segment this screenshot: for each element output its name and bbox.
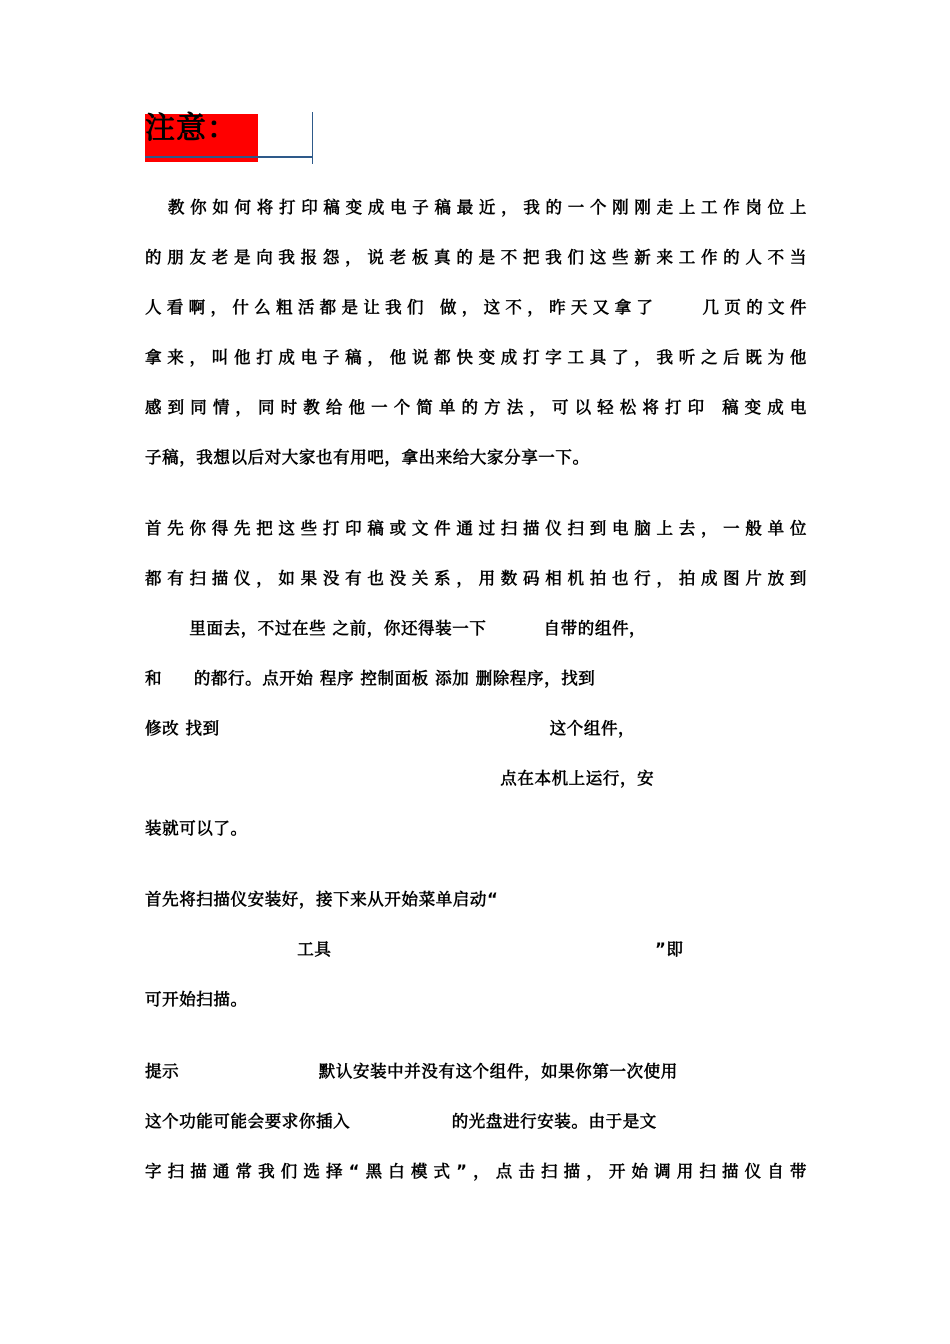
paragraph-1-line-1: 教你如何将打印稿变成电子稿最近，我的一个刚刚走上工作岗位上	[145, 198, 807, 217]
paragraph-2-line-1: 首先你得先把这些打印稿或文件通过扫描仪扫到电脑上去，一般单位	[145, 519, 807, 538]
paragraph-2-line-3: 里面去，不过在些 之前，你还得装一下 自带的组件，	[145, 619, 647, 638]
paragraph-4-line-2: 这个功能可能会要求你插入 的光盘进行安装。由于是文	[145, 1112, 657, 1131]
paragraph-4-line-1: 提示 默认安装中并没有这个组件，如果你第一次使用	[145, 1062, 678, 1081]
paragraph-1-line-6: 子稿，我想以后对大家也有用吧，拿出来给大家分享一下。	[145, 448, 590, 467]
paragraph-1-line-5: 感到同情，同时教给他一个简单的方法，可以轻松将打印 稿变成电	[145, 398, 807, 417]
paragraph-1-line-3: 人看啊，什么粗活都是让我们 做，这不，昨天又拿了 几页的文件	[145, 298, 807, 317]
heading-title: 注意：	[145, 111, 238, 146]
paragraph-1-line-2: 的朋友老是向我报怨，说老板真的是不把我们这些新来工作的人不当	[145, 248, 807, 267]
paragraph-4-line-3: 字扫描通常我们选择“黑白模式”，点击扫描，开始调用扫描仪自带	[145, 1162, 807, 1181]
paragraph-1-line-4: 拿来，叫他打成电子稿，他说都快变成打字工具了，我听之后既为他	[145, 348, 807, 367]
heading-block	[145, 112, 313, 164]
heading-underline	[145, 156, 313, 158]
paragraph-2-line-4: 和 的都行。点开始 程序 控制面板 添加 删除程序，找到	[145, 669, 596, 688]
paragraph-3-line-1: 首先将扫描仪安装好，接下来从开始菜单启动“	[145, 890, 499, 909]
paragraph-2-line-7: 装就可以了。	[145, 819, 248, 838]
paragraph-2-line-6: 点在本机上运行，安	[145, 769, 655, 788]
paragraph-3-line-2: 工具 ”即	[145, 940, 684, 959]
paragraph-3-line-3: 可开始扫描。	[145, 990, 248, 1009]
paragraph-2-line-2: 都有扫描仪，如果没有也没关系，用数码相机拍也行，拍成图片放到	[145, 569, 807, 588]
heading-vertical-rule	[312, 112, 313, 164]
paragraph-2-line-5: 修改 找到 这个组件，	[145, 719, 636, 738]
